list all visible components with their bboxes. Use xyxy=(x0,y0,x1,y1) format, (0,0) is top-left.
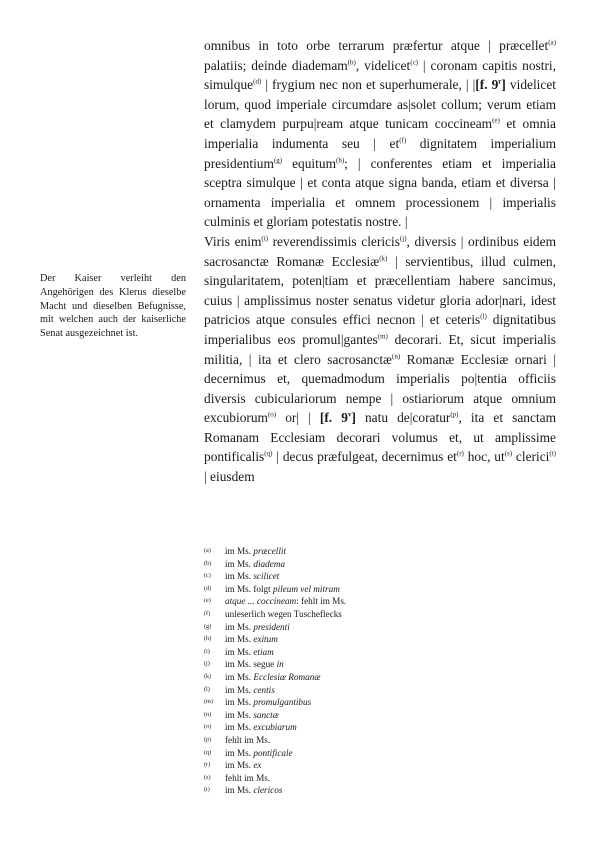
footnotes xyxy=(204,545,556,797)
footnote-mark: (s) xyxy=(204,773,211,781)
paragraph: Viris enim$^{(i)}$ reverendissimis clericis$^{(j)}$, diversis | ordinibus eidem sacrosanctæ Romanæ Ecclesiæ$^{(k)}$ | servientibus, illud culmen, singularitatem, poten|tiam et præcellentiam habere sancimus, cuius | amplissimus noster senatus videtur gloria ador|nari, idest patricios atque consules effici necnon | et ceteris$^{(l)}$ dignitatibus imperialibus eos promul|gantes$^{(m)}$ decorari. Et, sicut imperialis militia, | ita et clero sacrosanctæ$^{(n)}$ Romanæ Ecclesiæ ornari | decernimus et, quemadmodum imperialis po|tentia officiis diversis cubiculariorum nempe | ostiariorum atque omnium excubiorum$^{(o)}$ or| | [f. 9$^v$] natu de|coratur$^{(p)}$, ita et sanctam Romanam Ecclesiam decorari volumus et, ut amplissime pontificalis$^{(q)}$ | decus præfulgeat, decernimus $et^{(r)}$ hoc, $ut^{(s)}$ clerici$^{(t)}$ | eiusdem xyxy=(204,233,557,485)
main-text xyxy=(204,36,556,487)
footnote xyxy=(204,671,556,684)
paragraph: omnibus in toto orbe terrarum præfertur atque | præcellet$^{(a)}$ palatiis; deinde diademam$^{(b)}$, videlicet$^{(c)}$ | coronam capitis nostri, simulque$^{(d)}$ | frygium nec non et superhumerale, | |[f. 9$^r$] videlicet lorum, quod imperiale circumdare as|solet collum; verum etiam et clamydem purpu|ream atque tunicam coccineam$^{(e)}$ et omnia imperialia indumenta seu | $et^{(f)}$ dignitatem imperialium presidentium$^{(g)}$ equitum$^{(h)}$; | conferentes etiam et imperialia sceptra simulque | et conta atque signa banda, etiam et diversa | ornamenta imperialia et omnem processionem | imperialis culminis et gloriam potestatis nostre. | xyxy=(204,38,557,230)
footnote xyxy=(204,721,556,734)
footnote xyxy=(204,558,556,571)
footnote-mark: (p) xyxy=(204,735,212,743)
footnote-text: im Ms. ex xyxy=(225,760,262,771)
footnote-mark: (t) xyxy=(204,786,210,794)
footnote-mark: (b) xyxy=(204,559,212,567)
footnote-text: im Ms. pontificale xyxy=(225,747,293,758)
footnote-mark: (f) xyxy=(204,609,211,617)
footnote-text: atque ... coccineam: fehlt im Ms. xyxy=(225,596,347,607)
margin-note: Der Kaiser verleiht den Angehörigen des Klerus dieselbe Macht und dieselben Befugnisse, mit welchen auch der kaiserliche Senat ausgezeichnet ist. xyxy=(40,273,186,340)
footnote-mark: (g) xyxy=(204,622,212,630)
footnote xyxy=(204,734,556,747)
footnote xyxy=(204,759,556,772)
footnote-text: im Ms. centis xyxy=(225,684,275,695)
footnote xyxy=(204,545,556,558)
footnote-mark: (h) xyxy=(204,635,212,643)
footnote-text: im Ms. præcellit xyxy=(225,546,287,556)
footnote xyxy=(204,583,556,596)
footnote-mark: (e) xyxy=(204,597,211,605)
footnote xyxy=(204,784,556,797)
footnote-text: im Ms. excubiarum xyxy=(225,722,297,733)
footnote-mark: (a) xyxy=(204,547,211,554)
footnote xyxy=(204,608,556,621)
footnote-mark: (d) xyxy=(204,584,212,592)
footnote-mark: (k) xyxy=(204,672,212,680)
footnote-text: im Ms. clericos xyxy=(225,785,283,796)
footnote-mark: (q) xyxy=(204,748,212,756)
footnote xyxy=(204,633,556,646)
footnote-mark: (o) xyxy=(204,723,212,731)
footnote-mark: (j) xyxy=(204,660,210,668)
footnote xyxy=(204,595,556,608)
footnote-mark: (l) xyxy=(204,685,210,693)
footnote xyxy=(204,772,556,785)
footnote xyxy=(204,646,556,659)
footnote xyxy=(204,658,556,671)
footnote-text: im Ms. sanctæ xyxy=(225,709,279,720)
footnote xyxy=(204,621,556,634)
footnote-text: fehlt im Ms. xyxy=(225,734,271,745)
footnote-mark: (i) xyxy=(204,647,210,655)
footnote-text: im Ms. exitum xyxy=(225,634,278,645)
footnote-mark: (n) xyxy=(204,710,212,718)
footnote-mark: (r) xyxy=(204,761,211,769)
footnote xyxy=(204,570,556,583)
footnote-mark: (c) xyxy=(204,572,211,580)
footnote xyxy=(204,747,556,760)
footnote-text: im Ms. etiam xyxy=(225,646,274,657)
footnote xyxy=(204,696,556,709)
footnote-text: unleserlich wegen Tuscheflecks xyxy=(225,608,342,619)
footnote-mark: (m) xyxy=(204,698,213,706)
footnote-text: im Ms. segue in xyxy=(225,659,284,670)
footnote-text: im Ms. diadema xyxy=(225,558,285,569)
footnote-text: im Ms. Ecclesiæ Romanæ xyxy=(225,671,321,682)
footnote-text: im Ms. scilicet xyxy=(225,571,280,582)
footnote-text: im Ms. folgt pileum vel mitram xyxy=(225,583,340,594)
footnote-text: im Ms. promulgantibus xyxy=(225,697,312,708)
footnote-text: fehlt im Ms. xyxy=(225,772,271,783)
footnote-text: im Ms. presidenti xyxy=(225,621,290,632)
footnote xyxy=(204,709,556,722)
footnote xyxy=(204,684,556,697)
